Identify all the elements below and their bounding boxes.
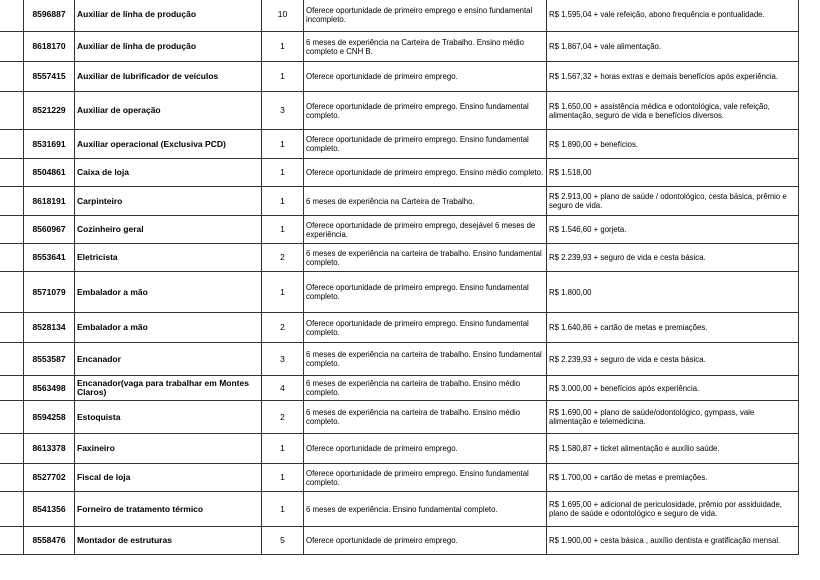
row-margin-cell <box>0 32 24 62</box>
requirements-cell: Oferece oportunidade de primeiro emprego. Ensino fundamental completo. <box>304 130 547 159</box>
table-row <box>0 244 799 272</box>
benefits-cell: R$ 1.595,04 + vale refeição, abono frequência e pontualidade. <box>547 0 799 32</box>
job-title-cell: Montador de estruturas <box>75 527 262 555</box>
vacancies-cell: 10 <box>262 0 304 32</box>
requirements-cell: Oferece oportunidade de primeiro emprego. Ensino fundamental completo. <box>304 313 547 343</box>
job-title-cell: Faxineiro <box>75 434 262 464</box>
vacancies-cell: 1 <box>262 216 304 244</box>
requirements-cell: Oferece oportunidade de primeiro emprego. Ensino médio completo. <box>304 159 547 187</box>
row-margin-cell <box>0 159 24 187</box>
job-title-cell: Encanador(vaga para trabalhar em Montes Claros) <box>75 376 262 401</box>
table-row <box>0 401 799 434</box>
job-title-cell: Auxiliar operacional (Exclusiva PCD) <box>75 130 262 159</box>
job-code-cell: 8560967 <box>24 216 75 244</box>
requirements-cell: Oferece oportunidade de primeiro emprego, desejável 6 meses de experiência. <box>304 216 547 244</box>
benefits-cell: R$ 1.567,32 + horas extras e demais benefícios após experiência. <box>547 62 799 92</box>
benefits-cell: R$ 1.640,86 + cartão de metas e premiações. <box>547 313 799 343</box>
benefits-cell: R$ 3.000,00 + benefícios após experiência. <box>547 376 799 401</box>
job-title-cell: Carpinteiro <box>75 187 262 216</box>
job-title-cell: Fiscal de loja <box>75 464 262 492</box>
job-title-cell: Cozinheiro geral <box>75 216 262 244</box>
job-title-cell: Auxiliar de linha de produção <box>75 0 262 32</box>
job-title-cell: Eletricista <box>75 244 262 272</box>
benefits-cell: R$ 1.690,00 + plano de saúde/odontológico, gympass, vale alimentação e telemedicina. <box>547 401 799 434</box>
job-title-cell: Estoquista <box>75 401 262 434</box>
job-code-cell: 8521229 <box>24 92 75 130</box>
job-code-cell: 8541356 <box>24 492 75 527</box>
job-code-cell: 8596887 <box>24 0 75 32</box>
job-code-cell: 8613378 <box>24 434 75 464</box>
job-code-cell: 8553587 <box>24 343 75 376</box>
row-margin-cell <box>0 492 24 527</box>
vacancies-cell: 2 <box>262 244 304 272</box>
row-margin-cell <box>0 434 24 464</box>
vacancies-cell: 3 <box>262 92 304 130</box>
table-row <box>0 272 799 313</box>
table-row <box>0 376 799 401</box>
table-row <box>0 343 799 376</box>
vacancies-cell: 2 <box>262 313 304 343</box>
vacancies-cell: 1 <box>262 187 304 216</box>
vacancies-cell: 1 <box>262 32 304 62</box>
row-margin-cell <box>0 401 24 434</box>
row-margin-cell <box>0 92 24 130</box>
row-margin-cell <box>0 244 24 272</box>
row-margin-cell <box>0 464 24 492</box>
table-row <box>0 159 799 187</box>
requirements-cell: 6 meses de experiência na Carteira de Trabalho. Ensino médio completo e CNH B. <box>304 32 547 62</box>
job-title-cell: Caixa de loja <box>75 159 262 187</box>
benefits-cell: R$ 1.867,04 + vale alimentação. <box>547 32 799 62</box>
requirements-cell: 6 meses de experiência na carteira de trabalho. Ensino fundamental completo. <box>304 244 547 272</box>
requirements-cell: 6 meses de experiência na carteira de trabalho. Ensino médio completo. <box>304 401 547 434</box>
row-margin-cell <box>0 216 24 244</box>
job-title-cell: Auxiliar de linha de produção <box>75 32 262 62</box>
requirements-cell: 6 meses de experiência na Carteira de Trabalho. <box>304 187 547 216</box>
vacancies-cell: 1 <box>262 130 304 159</box>
table-row <box>0 92 799 130</box>
job-code-cell: 8531691 <box>24 130 75 159</box>
benefits-cell: R$ 1.580,87 + ticket alimentação e auxílio saúde. <box>547 434 799 464</box>
table-row <box>0 313 799 343</box>
table-row <box>0 464 799 492</box>
row-margin-cell <box>0 187 24 216</box>
benefits-cell: R$ 1.546,60 + gorjeta. <box>547 216 799 244</box>
benefits-cell: R$ 2.913,00 + plano de saúde / odontológico, cesta básica, prêmio e seguro de vida. <box>547 187 799 216</box>
row-margin-cell <box>0 376 24 401</box>
table-row <box>0 62 799 92</box>
row-margin-cell <box>0 343 24 376</box>
vacancies-cell: 5 <box>262 527 304 555</box>
requirements-cell: Oferece oportunidade de primeiro emprego e ensino fundamental incompleto. <box>304 0 547 32</box>
job-code-cell: 8553641 <box>24 244 75 272</box>
requirements-cell: 6 meses de experiência. Ensino fundamental completo. <box>304 492 547 527</box>
job-code-cell: 8618191 <box>24 187 75 216</box>
table-row <box>0 492 799 527</box>
job-code-cell: 8527702 <box>24 464 75 492</box>
requirements-cell: Oferece oportunidade de primeiro emprego. <box>304 527 547 555</box>
row-margin-cell <box>0 0 24 32</box>
job-code-cell: 8528134 <box>24 313 75 343</box>
table-row <box>0 216 799 244</box>
vacancies-cell: 3 <box>262 343 304 376</box>
requirements-cell: Oferece oportunidade de primeiro emprego. Ensino fundamental completo. <box>304 92 547 130</box>
job-title-cell: Forneiro de tratamento térmico <box>75 492 262 527</box>
benefits-cell: R$ 1.800,00 <box>547 272 799 313</box>
vacancies-cell: 1 <box>262 159 304 187</box>
job-title-cell: Embalador a mão <box>75 313 262 343</box>
job-title-cell: Auxiliar de lubrificador de veículos <box>75 62 262 92</box>
table-row <box>0 0 799 32</box>
benefits-cell: R$ 2.239,93 + seguro de vida e cesta básica. <box>547 343 799 376</box>
requirements-cell: Oferece oportunidade de primeiro emprego. Ensino fundamental completo. <box>304 464 547 492</box>
vacancies-cell: 1 <box>262 272 304 313</box>
job-code-cell: 8594258 <box>24 401 75 434</box>
benefits-cell: R$ 1.900,00 + cesta básica , auxílio dentista e gratificação mensal. <box>547 527 799 555</box>
vacancies-cell: 1 <box>262 464 304 492</box>
table-row <box>0 32 799 62</box>
vacancies-cell: 2 <box>262 401 304 434</box>
job-code-cell: 8557415 <box>24 62 75 92</box>
row-margin-cell <box>0 62 24 92</box>
requirements-cell: 6 meses de experiência na carteira de trabalho. Ensino fundamental completo. <box>304 343 547 376</box>
row-margin-cell <box>0 130 24 159</box>
vacancies-cell: 4 <box>262 376 304 401</box>
row-margin-cell <box>0 272 24 313</box>
vacancies-cell: 1 <box>262 434 304 464</box>
job-code-cell: 8618170 <box>24 32 75 62</box>
row-margin-cell <box>0 313 24 343</box>
table-row <box>0 434 799 464</box>
benefits-cell: R$ 1.695,00 + adicional de periculosidade, prêmio por assiduidade, plano de saúde e odontológico e seguro de vida. <box>547 492 799 527</box>
job-title-cell: Auxiliar de operação <box>75 92 262 130</box>
job-title-cell: Encanador <box>75 343 262 376</box>
benefits-cell: R$ 1.700,00 + cartão de metas e premiações. <box>547 464 799 492</box>
benefits-cell: R$ 2.239,93 + seguro de vida e cesta básica. <box>547 244 799 272</box>
row-margin-cell <box>0 527 24 555</box>
benefits-cell: R$ 1.650,00 + assistência médica e odontológica, vale refeição, alimentação, seguro de vida e benefícios diversos. <box>547 92 799 130</box>
vacancies-cell: 1 <box>262 62 304 92</box>
requirements-cell: Oferece oportunidade de primeiro emprego. <box>304 62 547 92</box>
vacancies-cell: 1 <box>262 492 304 527</box>
job-code-cell: 8558476 <box>24 527 75 555</box>
benefits-cell: R$ 1.518,00 <box>547 159 799 187</box>
requirements-cell: Oferece oportunidade de primeiro emprego. <box>304 434 547 464</box>
job-code-cell: 8504861 <box>24 159 75 187</box>
job-code-cell: 8571079 <box>24 272 75 313</box>
table-row <box>0 187 799 216</box>
requirements-cell: Oferece oportunidade de primeiro emprego. Ensino fundamental completo. <box>304 272 547 313</box>
benefits-cell: R$ 1.890,00 + benefícios. <box>547 130 799 159</box>
job-code-cell: 8563498 <box>24 376 75 401</box>
table-row <box>0 130 799 159</box>
table-row <box>0 527 799 555</box>
job-title-cell: Embalador a mão <box>75 272 262 313</box>
requirements-cell: 6 meses de experiência na carteira de trabalho. Ensino médio completo. <box>304 376 547 401</box>
